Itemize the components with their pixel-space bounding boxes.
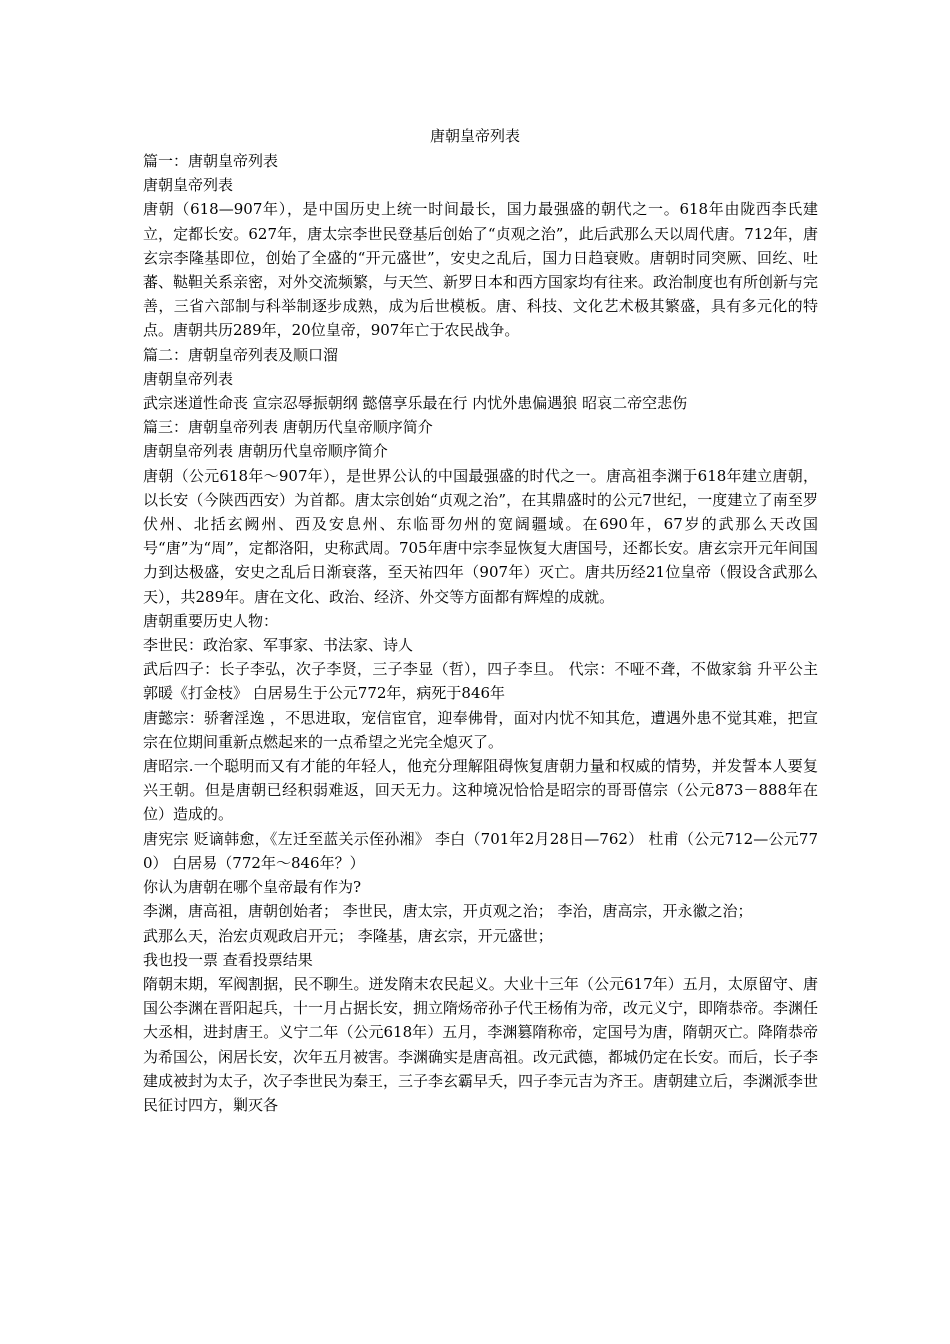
question: 你认为唐朝在哪个皇帝最有作为? [143,878,362,897]
paragraph: 唐懿宗：骄奢淫逸 ，不思进取，宠信宦官，迎奉佛骨，面对内忧不知其危，遭遇外患不觉其难，把宣宗在位期间重新点燃起来的一点希望之光完全熄灭了。 [143,708,818,751]
subheading: 唐朝重要历史人物： [143,611,279,630]
answer-options: 李渊，唐高祖，唐朝创始者； 李世民，唐太宗，开贞观之治； 李治，唐高宗，开永徽之治； [143,902,753,921]
paragraph: 武后四子：长子李弘，次子李贤，三子李显（哲），四子李旦。 代宗：不哑不聋，不做家翁 升平公主郭暖《打金枝》 白居易生于公元772年，病死于846年 [143,660,818,703]
document-body [143,149,818,1117]
document-title: 唐朝皇帝列表 [429,127,520,145]
paragraph: 唐宪宗 贬谪韩愈，《左迁至蓝关示侄孙湘》 李白（701年2月28日—762） 杜甫（公元712—公元770） 白居易（772年～846年？） [143,829,818,872]
paragraph: 唐昭宗.一个聪明而又有才能的年轻人，他充分理解阻碍恢复唐朝力量和权威的情势，并发誓本人要复兴王朝。但是唐朝已经积弱难返，回天无力。这种境况恰恰是昭宗的哥哥僖宗（公元873－888年在位）造成的。 [143,757,818,824]
vote-links: 我也投一票 查看投票结果 [143,950,313,969]
subheading: 唐朝皇帝列表 [143,369,234,388]
paragraph: 李世民：政治家、军事家、书法家、诗人 [143,636,414,655]
paragraph: 隋朝末期，军阀割据，民不聊生。迸发隋末农民起义。大业十三年（公元617年）五月，太原留守、唐国公李渊在晋阳起兵，十一月占据长安，拥立隋炀帝孙子代王杨侑为帝，改元义宁，即隋恭帝。李渊任大丞相，进封唐王。义宁二年（公元618年）五月，李渊篡隋称帝，定国号为唐，隋朝灭亡。降隋恭帝为希国公，闲居长安，次年五月被害。李渊确实是唐高祖。改元武德，都城仍定在长安。而后，长子李建成被封为太子，次子李世民为秦王，三子李玄霸早夭，四子李元吉为齐王。唐朝建立后，李渊派李世民征讨四方，剿灭各 [143,974,819,1114]
rhyme-line: 武宗迷道性命丧 宣宗忍辱振朝纲 懿僖享乐最在行 内忧外患偏遇狼 昭哀二帝空悲伤 [143,394,688,413]
answer-options: 武那么天，治宏贞观政启开元； 李隆基，唐玄宗，开元盛世； [143,926,553,945]
paragraph: 唐朝（618—907年），是中国历史上统一时间最长，国力最强盛的朝代之一。618年由陇西李氏建立，定都长安。627年，唐太宗李世民登基后创始了“贞观之治”，此后武那么天以周代唐。712年，唐玄宗李隆基即位，创始了全盛的“开元盛世”，安史之乱后，国力日趋衰败。唐朝时同突厥、回纥、吐蕃、鞑靼关系亲密，对外交流频繁，与天竺、新罗日本和西方国家均有往来。政治制度也有所创新与完善，三省六部制与科举制逐步成熟，成为后世模板。唐、科技、文化艺术极其繁盛，具有多元化的特点。唐朝共历289年，20位皇帝，907年亡于农民战争。 [143,200,819,340]
paragraph: 唐朝（公元618年～907年），是世界公认的中国最强盛的时代之一。唐高祖李渊于618年建立唐朝，以长安（今陕西西安）为首都。唐太宗创始“贞观之治”，在其鼎盛时的公元7世纪，一度建立了南至罗伏州、北括玄阙州、西及安息州、东临哥勿州的宽阔疆域。在690年，67岁的武那么天改国号“唐”为“周”，定都洛阳，史称武周。705年唐中宗李显恢复大唐国号，还都长安。唐玄宗开元年间国力到达极盛，安史之乱后日渐衰落，至天祐四年（907年）灭亡。唐共历经21位皇帝（假设含武那么天），共289年。唐在文化、政治、经济、外交等方面都有辉煌的成就。 [143,466,818,606]
subheading: 唐朝皇帝列表 唐朝历代皇帝顺序简介 [143,442,388,461]
section-heading-1: 篇一：唐朝皇帝列表 [143,152,279,170]
subheading: 唐朝皇帝列表 [143,176,234,195]
section-heading-2: 篇二：唐朝皇帝列表及顺口溜 [143,345,339,364]
section-heading-3: 篇三：唐朝皇帝列表 唐朝历代皇帝顺序简介 [143,418,433,437]
